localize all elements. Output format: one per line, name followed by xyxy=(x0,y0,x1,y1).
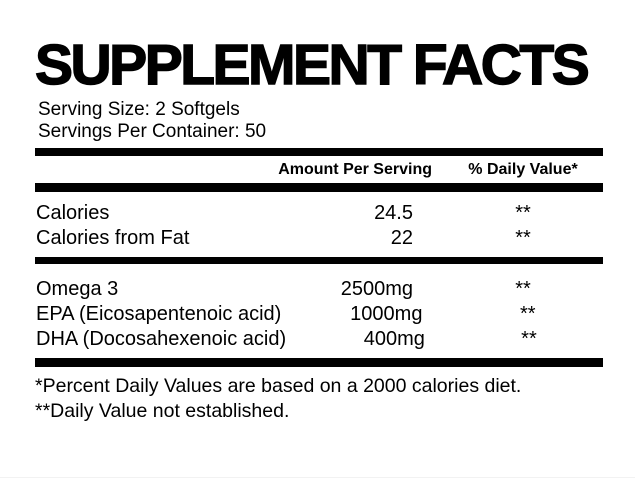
bottom-edge-line xyxy=(0,477,635,478)
nutrient-name: Calories from Fat xyxy=(36,227,190,249)
table-row xyxy=(35,201,603,226)
divider-bar-below-header xyxy=(35,183,603,192)
nutrient-amount: 400mg xyxy=(363,328,425,350)
nutrient-amount: 1000mg xyxy=(350,303,423,325)
servings-per-container-line: Servings Per Container: 50 xyxy=(38,121,267,142)
nutrient-daily-value: ** xyxy=(519,303,536,325)
table-header-row xyxy=(35,156,603,183)
nutrient-amount: 2500mg xyxy=(340,278,413,300)
table-row xyxy=(35,327,603,352)
divider-bar-thick-bottom xyxy=(35,358,603,367)
nutrient-daily-value: ** xyxy=(521,328,537,350)
footnote-percent-daily-value: *Percent Daily Values are based on a 2000 calories diet. xyxy=(35,375,522,397)
table-row xyxy=(35,277,603,302)
nutrient-daily-value: ** xyxy=(515,202,531,224)
footnotes xyxy=(35,374,603,424)
nutrient-amount: 24.5 xyxy=(374,202,413,224)
footnote-daily-value-not-established: **Daily Value not established. xyxy=(35,400,290,422)
column-header-daily-value: % Daily Value* xyxy=(468,160,578,178)
serving-size-line: Serving Size: 2 Softgels xyxy=(38,99,240,120)
nutrient-name: EPA (Eicosapentenoic acid) xyxy=(36,303,282,325)
nutrient-name: Calories xyxy=(36,202,110,224)
nutrient-name: DHA (Docosahexenoic acid) xyxy=(36,328,287,350)
nutrient-daily-value: ** xyxy=(515,227,531,249)
table-row xyxy=(35,302,603,327)
page-title: SUPPLEMENT FACTS xyxy=(35,33,588,97)
serving-info xyxy=(35,99,603,143)
column-header-amount: Amount Per Serving xyxy=(278,160,432,178)
divider-bar-mid xyxy=(35,257,603,264)
calories-section xyxy=(35,192,603,251)
table-row xyxy=(35,226,603,251)
omega-section xyxy=(35,264,603,352)
divider-bar-thick-top xyxy=(35,148,603,156)
nutrient-daily-value: ** xyxy=(515,278,531,300)
nutrient-amount: 22 xyxy=(390,227,413,249)
nutrient-name: Omega 3 xyxy=(36,278,119,300)
